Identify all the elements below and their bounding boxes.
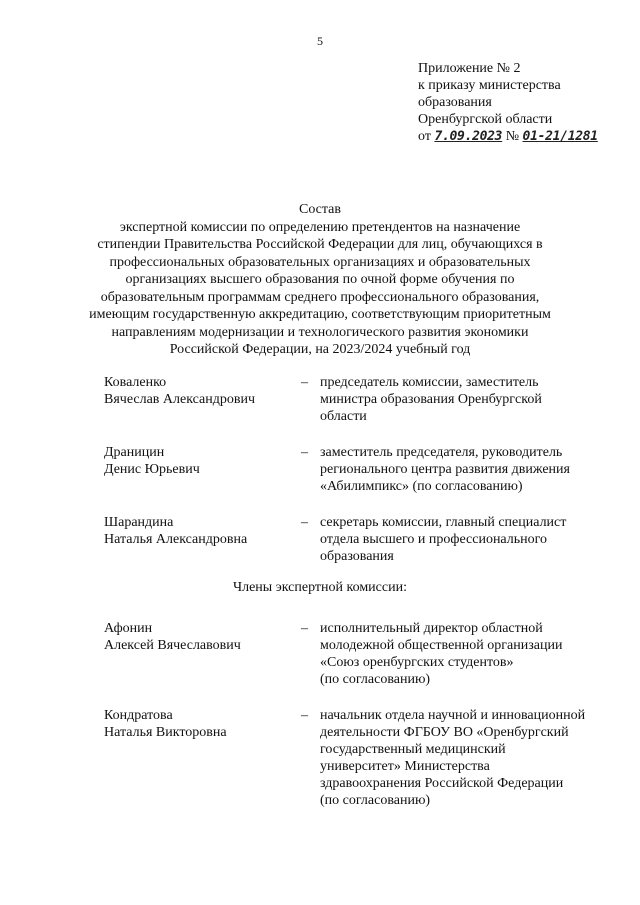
role-line: деятельности ФГБОУ ВО «Оренбургский bbox=[320, 725, 569, 740]
member-name bbox=[104, 374, 284, 408]
document-title bbox=[0, 201, 640, 359]
order-date-line bbox=[418, 128, 598, 145]
title-line: имеющим государственную аккредитацию, соответствующим приоритетным bbox=[89, 307, 551, 322]
member-role bbox=[320, 514, 624, 565]
surname: Афонин bbox=[104, 621, 153, 636]
role-line: отдела высшего и профессионального bbox=[320, 532, 548, 547]
appendix-line: к приказу министерства bbox=[418, 78, 561, 93]
member-name bbox=[104, 620, 284, 654]
dash: – bbox=[301, 708, 308, 723]
dash: – bbox=[301, 515, 308, 530]
role-line: исполнительный директор областной bbox=[320, 621, 543, 636]
appendix-line: Приложение № 2 bbox=[418, 61, 521, 76]
role-line: регионального центра развития движения bbox=[320, 462, 570, 477]
role-line: министра образования Оренбургской bbox=[320, 392, 542, 407]
dash: – bbox=[301, 375, 308, 390]
members-heading: Члены экспертной комиссии: bbox=[233, 580, 407, 595]
role-line: образования bbox=[320, 549, 394, 564]
title-line: стипендии Правительства Российской Федерации для лиц, обучающихся в bbox=[97, 237, 543, 252]
member-role bbox=[320, 707, 624, 809]
member-role bbox=[320, 620, 624, 688]
surname: Шарандина bbox=[104, 515, 174, 530]
surname: Драницин bbox=[104, 445, 165, 460]
given-names: Наталья Александровна bbox=[104, 532, 248, 547]
dash: – bbox=[301, 445, 308, 460]
role-line: заместитель председателя, руководитель bbox=[320, 445, 563, 460]
role-line: университет» Министерства bbox=[320, 759, 490, 774]
role-line: начальник отдела научной и инновационной bbox=[320, 708, 586, 723]
role-line: секретарь комиссии, главный специалист bbox=[320, 515, 567, 530]
role-line: (по согласованию) bbox=[320, 672, 431, 687]
title-line: направлениям модернизации и технологического развития экономики bbox=[111, 324, 529, 340]
role-line: здравоохранения Российской Федерации bbox=[320, 776, 564, 791]
given-names: Вячеслав Александрович bbox=[104, 392, 256, 407]
title-line: профессиональных образовательных организациях и образовательных bbox=[109, 254, 531, 270]
role-line: «Союз оренбургских студентов» bbox=[320, 655, 514, 670]
role-line: (по согласованию) bbox=[320, 793, 431, 808]
role-line: «Абилимпикс» (по согласованию) bbox=[320, 479, 523, 494]
handwritten-date: 7.09.2023 bbox=[434, 129, 503, 144]
surname: Коваленко bbox=[104, 375, 167, 390]
page-number: 5 bbox=[317, 34, 323, 48]
handwritten-order-number: 01-21/1281 bbox=[522, 129, 598, 144]
role-line: области bbox=[320, 409, 367, 424]
title-line: экспертной комиссии по определению претендентов на назначение bbox=[119, 219, 521, 235]
appendix-line: образования bbox=[418, 95, 492, 110]
member-name bbox=[104, 514, 284, 548]
number-prefix: № bbox=[505, 129, 520, 144]
given-names: Денис Юрьевич bbox=[104, 462, 200, 477]
date-prefix: от bbox=[418, 129, 431, 144]
role-line: председатель комиссии, заместитель bbox=[320, 375, 539, 390]
title-line: организациях высшего образования по очной форме обучения по bbox=[125, 272, 515, 287]
member-name bbox=[104, 444, 284, 478]
title-line: Российской Федерации, на 2023/2024 учебный год bbox=[169, 342, 471, 357]
member-name bbox=[104, 707, 284, 741]
given-names: Алексей Вячеславович bbox=[104, 638, 241, 653]
surname: Кондратова bbox=[104, 708, 173, 723]
role-line: государственный медицинский bbox=[320, 742, 506, 757]
title-line: образовательным программам среднего профессионального образования, bbox=[100, 289, 540, 305]
appendix-line: Оренбургской области bbox=[418, 112, 553, 127]
member-role bbox=[320, 444, 624, 495]
appendix-block bbox=[418, 60, 598, 145]
dash: – bbox=[301, 621, 308, 636]
given-names: Наталья Викторовна bbox=[104, 725, 227, 740]
title-line: Состав bbox=[298, 202, 341, 217]
member-role bbox=[320, 374, 624, 425]
role-line: молодежной общественной организации bbox=[320, 638, 563, 653]
